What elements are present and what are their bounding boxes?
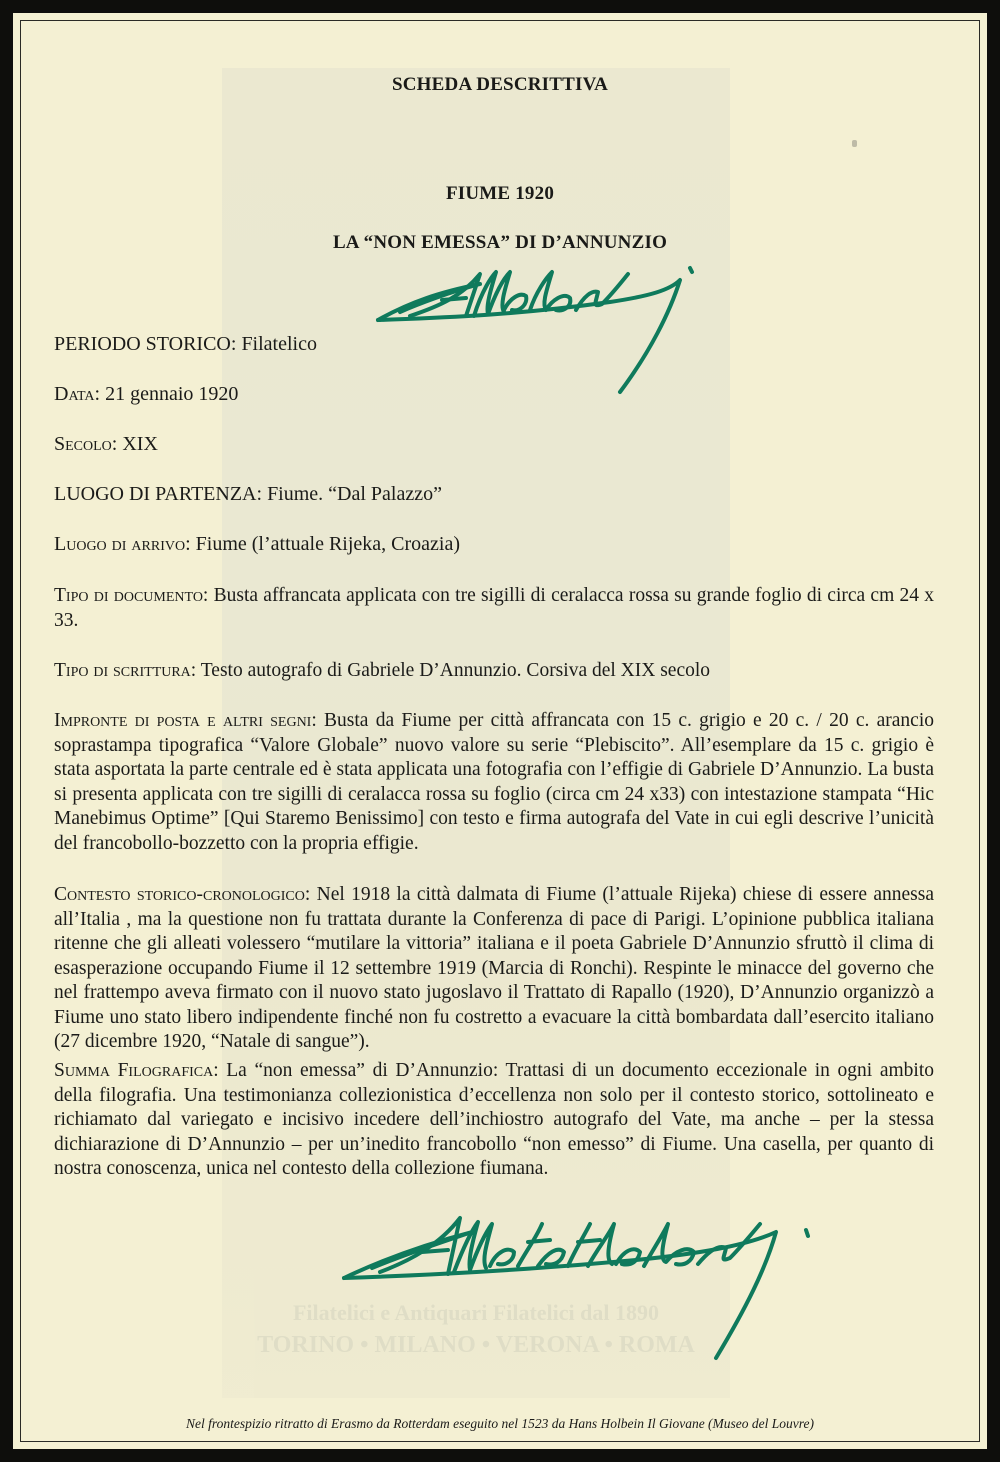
- tipo-scrittura-label: Tipo di scrittura:: [54, 660, 197, 681]
- field-secolo: [54, 433, 158, 456]
- secolo-value: XIX: [122, 433, 158, 455]
- watermark-line-1: Filatelici e Antiquari Filatelici dal 1890: [292, 1300, 660, 1325]
- arrivo-value: Fiume (l’attuale Rijeka, Croazia): [195, 533, 461, 555]
- section-impronte: [54, 709, 934, 856]
- summa-label: Summa Filografica:: [54, 1060, 219, 1081]
- section-contesto: [54, 883, 934, 1055]
- section-tipo-documento: [54, 584, 934, 633]
- contesto-text: Nel 1918 la città dalmata di Fiume (l’attuale Rijeka) chiese di essere annessa all’Italia , ma la questione non fu trattata durante la Conferenza di pace di Parigi. L’opinione pubblica italiana ritenne che gli alleati volessero “mutilare la vittoria” italiana e il poeta Gabriele D’Annunzio sfruttò il clima di esasperazione occupando Fiume il 12 settembre 1919 (Marcia di Ronchi). Respinte le minacce del governo che nel frattempo aveva firmato con il nuovo stato jugoslavo il Trattato di Rapallo (1920), D’Annunzio organizzò a Fiume uno stato libero indipendente finché non fu costretto a evacuare la città bombardata dall’esercito italiano (27 dicembre 1920, “Natale di sangue”).: [54, 884, 934, 1052]
- arrivo-label: Luogo di arrivo:: [54, 533, 191, 555]
- summa-text: La “non emessa” di D’Annunzio: Trattasi di un documento eccezionale in ogni ambito della filografia. Una testimonianza collezionistica d’eccellenza non solo per il contesto storico, sottolineato e richiamato dal variegato e incisivo incedere dell’inchiostro autografo del Vate, ma anche – per la stessa dichiarazione di D’Annunzio – per un’inedito francobollo “non emesso” di Fiume. Una casella, per quanto di nostra conoscenza, unica nel contesto della collezione fiumana.: [54, 1060, 935, 1179]
- section-tipo-scrittura: [54, 659, 934, 684]
- partenza-label: LUOGO DI PARTENZA:: [54, 483, 263, 505]
- periodo-value: Filatelico: [241, 333, 317, 355]
- field-periodo: [54, 333, 317, 356]
- periodo-label: PERIODO STORICO:: [54, 333, 237, 355]
- field-data: [54, 383, 238, 406]
- tipo-scrittura-text: Testo autografo di Gabriele D’Annunzio. Corsiva del XIX secolo: [200, 660, 711, 681]
- tipo-documento-label: Tipo di documento:: [54, 585, 209, 606]
- signature-top: [370, 262, 710, 402]
- section-summa: [54, 1059, 934, 1182]
- data-value: 21 gennaio 1920: [105, 383, 239, 405]
- page-heading: LA “NON EMESSA” DI D’ANNUNZIO: [332, 232, 668, 253]
- field-arrivo: [54, 533, 460, 556]
- contesto-label: Contesto storico-cronologico:: [54, 884, 311, 905]
- field-partenza: [54, 483, 442, 506]
- footer-caption: Nel frontespizio ritratto di Erasmo da Rotterdam eseguito nel 1523 da Hans Holbein Il Giovane (Museo del Louvre): [185, 1416, 815, 1431]
- impronte-text: Busta da Fiume per città affrancata con 15 c. grigio e 20 c. / 20 c. arancio soprastampa tipografica “Valore Globale” nuovo valore su serie “Plebiscito”. All’esemplare da 15 c. grigio è stata asportata la parte centrale ed è stata applicata una fotografia con l’effigie di Gabriele D’Annunzio. La busta si presenta applicata con tre sigilli di ceralacca rossa su foglio (circa cm 24 x33) con intestazione stampata “Hic Manebimus Optime” [Qui Staremo Benissimo] con testo e firma autografa del Vate in cui egli descrive l’unicità del francobollo-bozzetto con la propria effigie.: [54, 710, 935, 854]
- secolo-label: Secolo:: [54, 433, 118, 455]
- signature-bottom: [336, 1208, 816, 1368]
- page-title: SCHEDA DESCRITTIVA: [391, 74, 608, 95]
- watermark-line-2: TORINO • MILANO • VERONA • ROMA: [257, 1332, 695, 1358]
- paper-speck: [852, 140, 857, 147]
- tipo-documento-text: Busta affrancata applicata con tre sigilli di ceralacca rossa su grande foglio di circa cm 24 x 33.: [54, 585, 935, 631]
- page-subtitle: FIUME 1920: [445, 183, 555, 204]
- data-label: Data:: [54, 383, 101, 405]
- impronte-label: Impronte di posta e altri segni:: [54, 710, 317, 731]
- partenza-value: Fiume. “Dal Palazzo”: [267, 483, 442, 505]
